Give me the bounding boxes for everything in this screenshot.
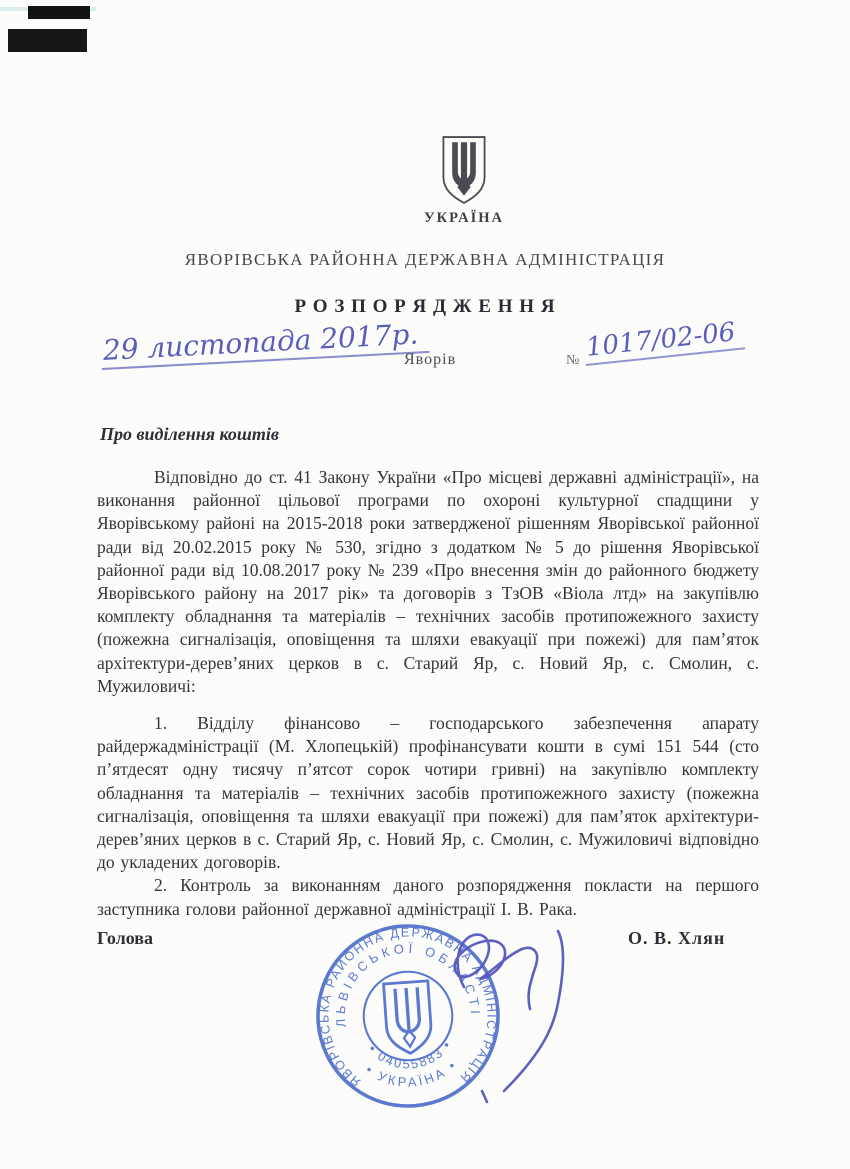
organization-title: ЯВОРІВСЬКА РАЙОННА ДЕРЖАВНА АДМІНІСТРАЦІЯ [184,250,666,269]
document-subject: Про виділення коштів [100,424,279,444]
stamp-country-text: • УКРАЇНА • [362,1056,461,1090]
handwritten-date: 29 листопада 2017р. [100,317,429,370]
signer-position-label: Голова [97,928,154,948]
handwritten-document-number: 1017/02-06 [583,316,745,366]
item-2-paragraph: 2. Контроль за виконанням даного розпорядження покласти на першого заступника голови районної державної адміністрації І. В. Рака. [97,875,759,919]
scan-artifact-mark [28,6,90,19]
emblem-country-label: УКРАЇНА [423,210,505,226]
item-1-paragraph: 1. Відділу фінансово – господарського забезпечення апарату райдержадміністрації (М. Хлопецькій) профінансувати кошти в сумі 151 544 (сто п’ятдесят одну тисячу п’ятсот сорок чотири гривні) на закупівлю комплекту обладнання та матеріалів – технічних засобів протипожежного захисту (пожежна сигналізація, оповіщення та шляхи евакуації при пожежі) для пам’яток архітектури-дерев’яних церков в с. Старий Яр, с. Новий Яр, с. Смолин, с. Мужиловичі відповідно до укладених договорів. [97,713,759,873]
signer-name: О. В. Хлян [628,928,726,948]
document-body [97,466,759,921]
scan-artifact-mark [8,29,87,52]
stamp-region-ring-text: ЛЬВІВСЬКОЇ ОБЛАСТІ [332,940,484,1028]
document-type-heading: Р О З П О Р Я Д Ж Е Н Н Я [294,296,556,317]
intro-paragraph: Відповідно до ст. 41 Закону України «Про місцеві державні адміністрації», на виконання районної цільової програми по охороні культурної спадщини у Яворівському районі на 2015-2018 роки затвердженої рішенням Яворівської районної ради від 20.02.2015 року № 530, згідно з додатком № 5 до рішення Яворівської районної ради від 10.08.2017 року № 239 «Про внесення змін до районного бюджету Яворівського району на 2017 рік» та договорів з ТзОВ «Віола лтд» на закупівлю комплекту обладнання та матеріалів – технічних засобів протипожежного захисту (пожежна сигналізація, оповіщення та шляхи евакуації при пожежі) для пам’яток архітектури-дерев’яних церков в с. Старий Яр, с. Новий Яр, с. Смолин, с. Мужиловичі: [97,467,759,696]
place-label: Яворів [404,351,457,368]
document-number-label: № [566,353,580,368]
stamp-outer-ring-text: ЯВОРІВСЬКА РАЙОННА ДЕРЖАВНА АДМІНІСТРАЦІЯ [317,925,499,1090]
stamp-trident-icon [384,981,433,1055]
stamp-code-text: • 04055883 • [365,1036,456,1072]
coat-of-arms-trident-icon [437,134,491,206]
handwritten-signature [430,905,620,1115]
